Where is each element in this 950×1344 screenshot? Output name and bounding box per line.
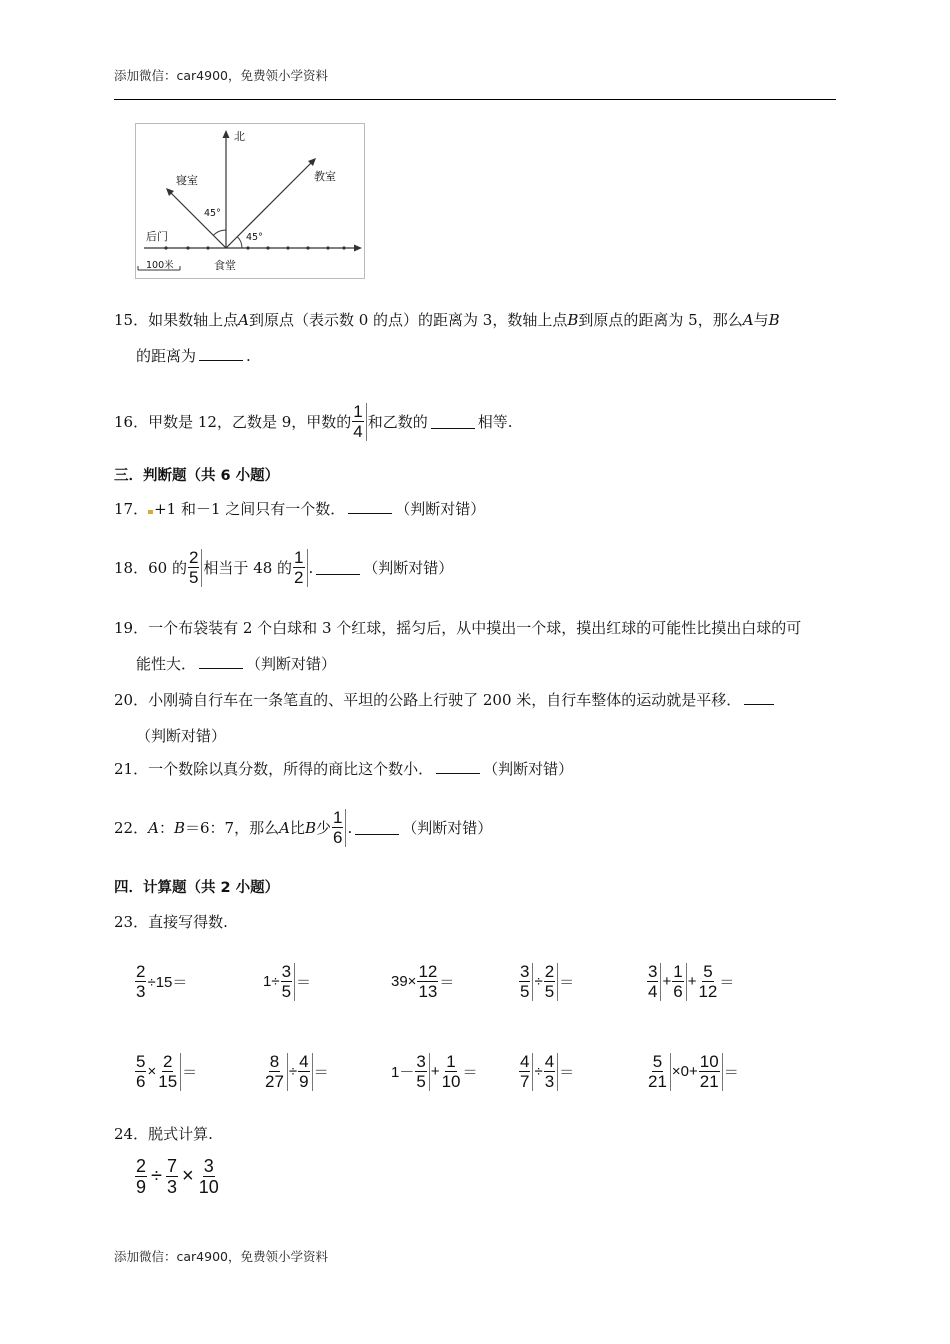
question-18: 18． 60 的 $\frac{2}{5}$ 相当于 48 的 $\frac{1}{2}$ . （判断对错） (114, 548, 454, 587)
calc-item-9: $\frac{4}{7}$ ÷ $\frac{4}{3}$ ＝ (520, 1052, 575, 1091)
question-17: 17． +1 和－1 之间只有一个数． （判断对错） (114, 500, 486, 518)
label-classroom: 教室 (314, 170, 336, 183)
calc-item-6: $\frac{5}{6}$ × $\frac{2}{15}$ ＝ (136, 1052, 198, 1091)
calc-item-7: $\frac{8}{27}$ ÷ $\frac{4}{9}$ ＝ (265, 1052, 329, 1091)
answer-blank[interactable] (199, 655, 243, 669)
fraction: $\frac{1}{2}$ (294, 548, 304, 587)
question-23: 23．直接写得数. (114, 913, 228, 931)
answer-blank[interactable] (348, 500, 392, 514)
label-scale: 100米 (146, 260, 174, 271)
page-header: 添加微信：car4900，免费领小学资料 (114, 68, 328, 83)
answer-blank[interactable] (316, 561, 360, 575)
calc-expression-24: $\frac{2}{9}$ ÷ $\frac{7}{3}$ × $\frac{3}{10}$ (136, 1156, 219, 1197)
question-number: 24． (114, 1125, 149, 1143)
question-16: 16． 甲数是 12，乙数是 9，甲数的 $\frac{1}{4}$ 和乙数的 相等. (114, 402, 513, 441)
label-dorm: 寝室 (176, 174, 198, 187)
question-20-line-1: 20．小刚骑自行车在一条笔直的、平坦的公路上行驶了 200 米，自行车整体的运动就是平移． (114, 690, 777, 710)
label-angle-1: 45° (204, 208, 221, 219)
answer-blank[interactable] (436, 760, 480, 774)
question-number: 22． (114, 818, 149, 837)
fraction: $\frac{1}{6}$ (332, 808, 343, 847)
calc-item-1: $\frac{2}{3}$ ÷15＝ (136, 962, 188, 1001)
answer-blank[interactable] (355, 821, 399, 835)
question-number: 17． (114, 500, 149, 518)
question-number: 16． (114, 412, 149, 431)
page-footer: 添加微信：car4900，免费领小学资料 (114, 1249, 328, 1264)
question-number: 18． (114, 558, 149, 577)
section-4-title: 四．计算题（共 2 小题） (114, 880, 280, 896)
calc-item-4: $\frac{3}{5}$ ÷ $\frac{2}{5}$ ＝ (520, 962, 575, 1001)
calc-item-10: $\frac{5}{21}$ ×0+ $\frac{10}{21}$ ＝ (648, 1052, 739, 1091)
answer-blank[interactable] (431, 415, 475, 429)
question-number: 19． (114, 619, 149, 637)
marker-icon (148, 510, 153, 514)
label-north: 北 (234, 130, 245, 143)
question-19-line-2: 能性大． （判断对错） (136, 655, 337, 673)
fraction: $\frac{2}{5}$ (188, 548, 199, 587)
question-number: 21． (114, 760, 149, 778)
question-number: 15． (114, 311, 149, 329)
calc-item-2: 1÷ $\frac{3}{5}$ ＝ (263, 962, 312, 1001)
section-3-title: 三．判断题（共 6 小题） (114, 468, 280, 484)
question-15-line-2: 的距离为 . (136, 347, 251, 365)
question-20-line-2: （判断对错） (136, 727, 227, 745)
question-number: 23． (114, 913, 149, 931)
question-number: 20． (114, 691, 149, 709)
label-back-gate: 后门 (146, 230, 168, 243)
calc-item-3: 39× $\frac{12}{13}$ ＝ (391, 962, 455, 1001)
answer-blank[interactable] (744, 691, 774, 705)
label-angle-2: 45° (246, 232, 263, 243)
question-21: 21．一个数除以真分数，所得的商比这个数小． （判断对错） (114, 760, 574, 778)
question-19-line-1: 19．一个布袋装有 2 个白球和 3 个红球，摇匀后，从中摸出一个球，摸出红球的可能性比摸出白球的可 (114, 619, 802, 637)
fraction: $\frac{1}{4}$ (353, 402, 363, 441)
calc-item-8: 1－ $\frac{3}{5}$ + $\frac{1}{10}$ ＝ (391, 1052, 478, 1091)
direction-diagram (135, 123, 365, 279)
question-22: 22． A ： B ＝6：7，那么 A 比 B 少 $\frac{1}{6}$ . （判断对错） (114, 808, 493, 847)
question-24: 24．脱式计算. (114, 1125, 213, 1143)
question-15-line-1: 15．如果数轴上点A到原点（表示数 0 的点）的距离为 3，数轴上点B到原点的距离为 5，那么A与B (114, 311, 780, 329)
label-canteen: 食堂 (214, 259, 236, 272)
answer-blank[interactable] (199, 347, 243, 361)
calc-item-5: $\frac{3}{4}$ + $\frac{1}{6}$ + $\frac{5}{12}$ ＝ (648, 962, 735, 1001)
header-rule (114, 99, 836, 100)
